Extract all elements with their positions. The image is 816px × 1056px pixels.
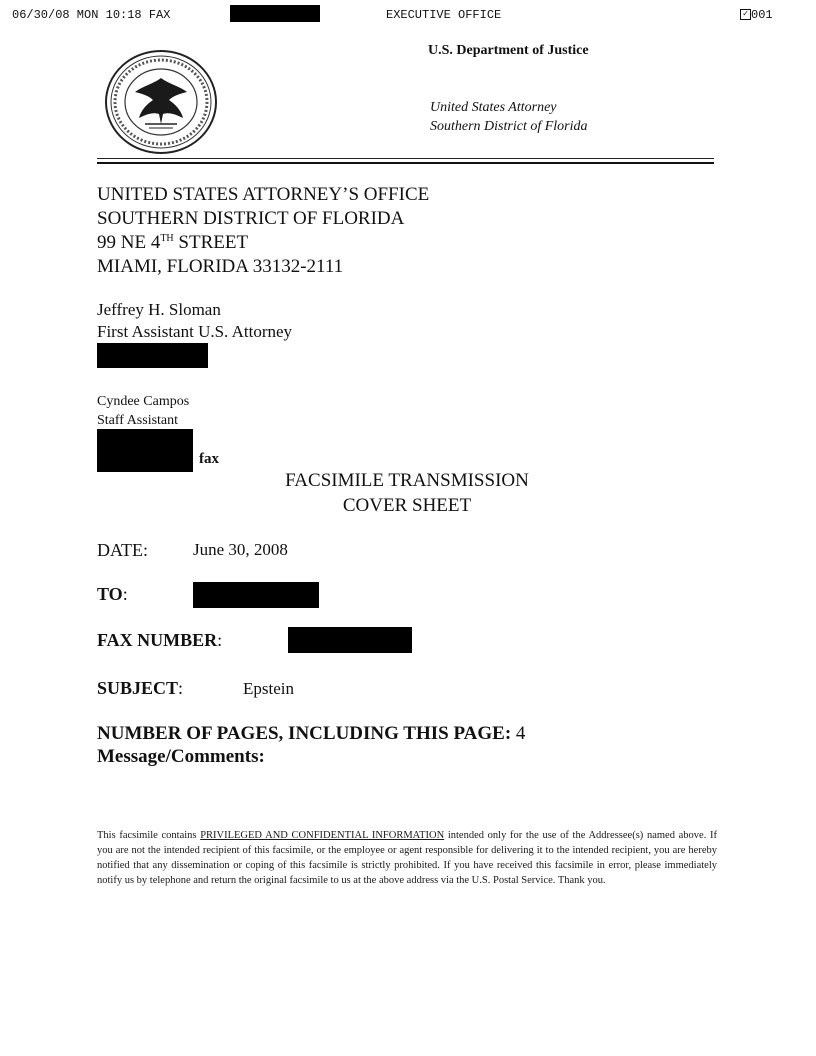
fax-header-department: EXECUTIVE OFFICE: [386, 8, 502, 22]
comments-label: Message/Comments:: [97, 746, 265, 767]
staff-block: [97, 392, 189, 430]
subject-label: SUBJECT:: [97, 678, 184, 698]
header-rule-thin: [97, 158, 714, 159]
fax-checkbox-icon: ✓: [740, 9, 751, 20]
doj-seal-icon: [103, 48, 219, 156]
redaction-block: [97, 429, 193, 472]
cover-title-line2: COVER SHEET: [342, 495, 472, 516]
office-city: MIAMI, FLORIDA 33132-2111: [97, 256, 344, 277]
office-street: 99 NE 4TH STREET: [97, 232, 249, 253]
sender-title: First Assistant U.S. Attorney: [97, 322, 293, 341]
confidentiality-notice: This facsimile contains PRIVILEGED AND CONFIDENTIAL INFORMATION intended only for the use of the Addressee(s) named above. If you are not the intended recipient of this facsimile, or the employee or agent responsible for delivering it to the intended recipient, you are hereby notified that any dissemination or coping of this facsimile is strictly prohibited. If you have received this facsimile in error, please immediately notify us by telephone and return the original facsimile to us at the above address via the U.S. Postal Service. Thank you.: [97, 830, 717, 886]
date-value: June 30, 2008: [193, 540, 288, 559]
privileged-notice: PRIVILEGED AND CONFIDENTIAL INFORMATION: [200, 830, 445, 841]
page-count-value: 4: [515, 723, 526, 744]
redaction-block: [193, 582, 319, 608]
redaction-block: [230, 5, 320, 22]
subject-value: Epstein: [243, 679, 294, 698]
fax-page-marker: ✓ 001: [740, 8, 773, 22]
page-count-block: [97, 722, 525, 768]
office-address: [97, 183, 429, 279]
fax-number-label: FAX NUMBER:: [97, 630, 223, 650]
attorney-title-line1: United States Attorney: [430, 100, 557, 115]
date-label: DATE:: [97, 540, 148, 560]
office-line1: UNITED STATES ATTORNEY’S OFFICE: [97, 184, 430, 205]
header-rule-thick: [97, 162, 714, 164]
redaction-block: [97, 343, 208, 368]
sender-name: Jeffrey H. Sloman: [97, 300, 221, 319]
to-label: TO:: [97, 584, 128, 604]
fax-header-datetime: 06/30/08 MON 10:18 FAX: [12, 8, 171, 22]
staff-title: Staff Assistant: [97, 413, 179, 428]
page-count: NUMBER OF PAGES, INCLUDING THIS PAGE: 4: [97, 723, 526, 744]
attorney-title-line2: Southern District of Florida: [430, 119, 588, 134]
fax-label: fax: [199, 451, 219, 467]
redaction-block: [288, 627, 412, 653]
attorney-title: [430, 98, 588, 136]
department-name: U.S. Department of Justice: [428, 43, 589, 58]
cover-title: [280, 468, 534, 518]
sender-block: [97, 299, 292, 343]
cover-title-line1: FACSIMILE TRANSMISSION: [285, 470, 529, 491]
staff-name: Cyndee Campos: [97, 394, 190, 409]
office-line2: SOUTHERN DISTRICT OF FLORIDA: [97, 208, 405, 229]
